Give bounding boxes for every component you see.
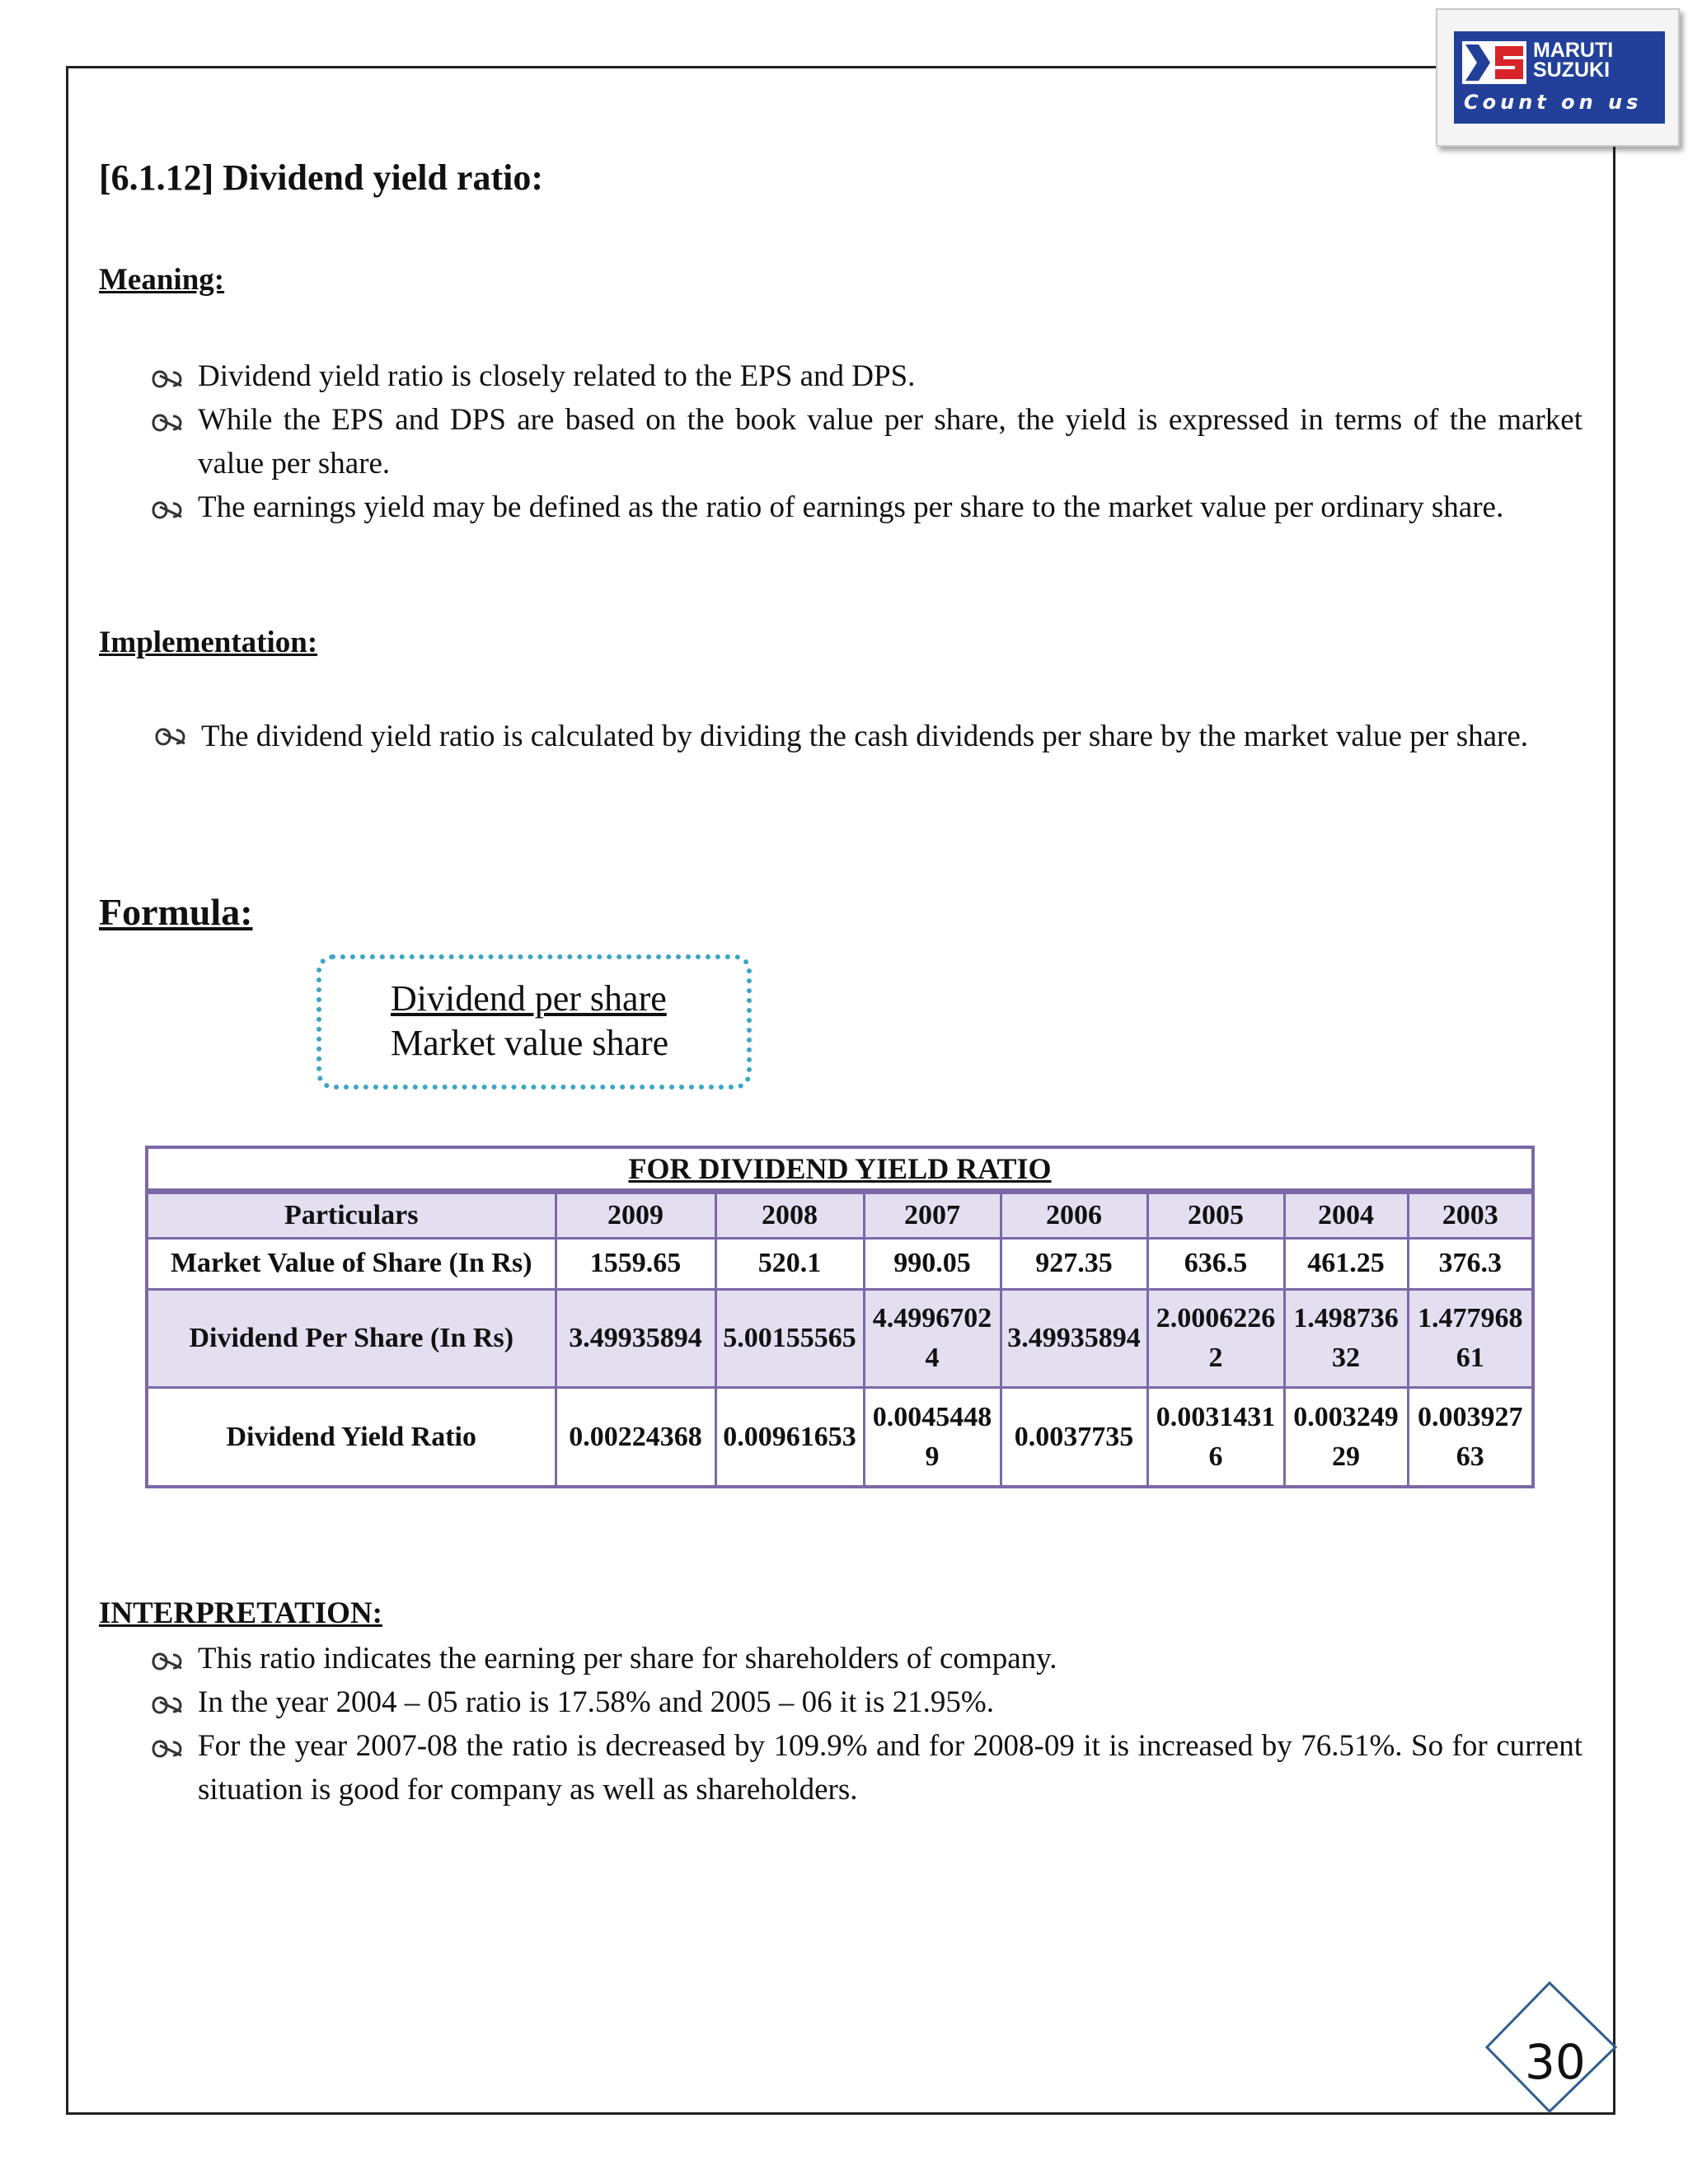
bullet-icon [148, 1724, 186, 1768]
formula-numerator: Dividend per share [391, 978, 667, 1019]
table-cell: 636.5 [1147, 1239, 1284, 1290]
table-cell: Dividend Per Share (In Rs) [147, 1289, 556, 1388]
column-header: 2005 [1147, 1192, 1284, 1239]
implementation-heading: Implementation: [99, 626, 318, 659]
column-header: 2007 [864, 1192, 1001, 1239]
bullet-icon [148, 354, 186, 398]
table-row [147, 1388, 1533, 1487]
table-cell: 5.00155565 [715, 1289, 864, 1388]
logo-tagline: Count on us [1464, 91, 1643, 114]
list-item [148, 1680, 1582, 1724]
bullet-icon [148, 485, 186, 529]
bullet-icon [148, 398, 186, 442]
table-cell: 0.00314316 [1147, 1388, 1284, 1487]
table-cell: 927.35 [1001, 1239, 1147, 1290]
dividend-yield-table [145, 1146, 1535, 1488]
table-cell: 3.49935894 [556, 1289, 715, 1388]
list-item [148, 354, 1582, 398]
table-row [147, 1239, 1533, 1290]
list-item [148, 485, 1582, 529]
column-header: 2008 [715, 1192, 864, 1239]
formula-box [316, 954, 752, 1090]
bullet-icon [148, 1637, 186, 1680]
table-cell: 0.00224368 [556, 1388, 715, 1487]
table-cell: 3.49935894 [1001, 1289, 1147, 1388]
table-caption-row [147, 1147, 1533, 1192]
table-cell: 1.47796861 [1408, 1289, 1533, 1388]
list-item [148, 1637, 1582, 1680]
bullet-text: In the year 2004 – 05 ratio is 17.58% and 2005 – 06 it is 21.95%. [198, 1685, 994, 1719]
meaning-list [148, 354, 1582, 529]
table-cell: Market Value of Share (In Rs) [147, 1239, 556, 1290]
table-cell: 0.00324929 [1284, 1388, 1408, 1487]
column-header: 2003 [1408, 1192, 1533, 1239]
logo-line-maruti: MARUTI [1533, 39, 1614, 62]
implementation-list [152, 712, 1582, 762]
interpretation-list [148, 1637, 1582, 1811]
column-header: 2009 [556, 1192, 715, 1239]
table-cell: 2.00062262 [1147, 1289, 1284, 1388]
bullet-text: While the EPS and DPS are based on the book value per share, the yield is expressed in terms of the market value per share. [198, 403, 1582, 480]
list-item [152, 712, 1582, 762]
table-cell: 0.00392763 [1408, 1388, 1533, 1487]
table-cell: 1559.65 [556, 1239, 715, 1290]
table-header-row [147, 1192, 1533, 1239]
column-header: 2006 [1001, 1192, 1147, 1239]
bullet-text: For the year 2007-08 the ratio is decreased by 109.9% and for 2008-09 it is increased by 76.51%. So for current situation is good for company as well as shareholders. [198, 1729, 1582, 1807]
formula-denominator: Market value share [391, 1023, 669, 1063]
table-cell: Dividend Yield Ratio [147, 1388, 556, 1487]
suzuki-s-mark-icon [1462, 41, 1526, 84]
table-cell: 1.49873632 [1284, 1289, 1408, 1388]
table-cell: 990.05 [864, 1239, 1001, 1290]
logo-panel [1454, 31, 1665, 124]
list-item [148, 1724, 1582, 1811]
bullet-text: The dividend yield ratio is calculated by dividing the cash dividends per share by the market value per share. [201, 719, 1529, 753]
interpretation-heading: INTERPRETATION: [99, 1596, 383, 1630]
table-cell: 376.3 [1408, 1239, 1533, 1290]
meaning-heading: Meaning: [99, 263, 225, 297]
section-title: [6.1.12] Dividend yield ratio: [99, 157, 543, 198]
bullet-icon [152, 712, 190, 756]
bullet-text: The earnings yield may be defined as the ratio of earnings per share to the market value per ordinary share. [198, 490, 1504, 524]
page-number: 30 [1525, 2034, 1586, 2090]
formula-heading: Formula: [99, 891, 253, 933]
table-cell: 461.25 [1284, 1239, 1408, 1290]
bullet-icon [148, 1680, 186, 1724]
column-header: 2004 [1284, 1192, 1408, 1239]
table-cell: 0.0037735 [1001, 1388, 1147, 1487]
table-caption: FOR DIVIDEND YIELD RATIO [147, 1147, 1533, 1192]
logo-line-suzuki: SUZUKI [1533, 59, 1611, 82]
table-cell: 4.49967024 [864, 1289, 1001, 1388]
maruti-suzuki-logo [1436, 8, 1680, 147]
table-cell: 520.1 [715, 1239, 864, 1290]
table-row [147, 1289, 1533, 1388]
table-cell: 0.00454489 [864, 1388, 1001, 1487]
bullet-text: Dividend yield ratio is closely related to the EPS and DPS. [198, 359, 916, 393]
column-header: Particulars [147, 1192, 556, 1239]
list-item [148, 398, 1582, 485]
table-cell: 0.00961653 [715, 1388, 864, 1487]
bullet-text: This ratio indicates the earning per share for shareholders of company. [198, 1642, 1057, 1675]
